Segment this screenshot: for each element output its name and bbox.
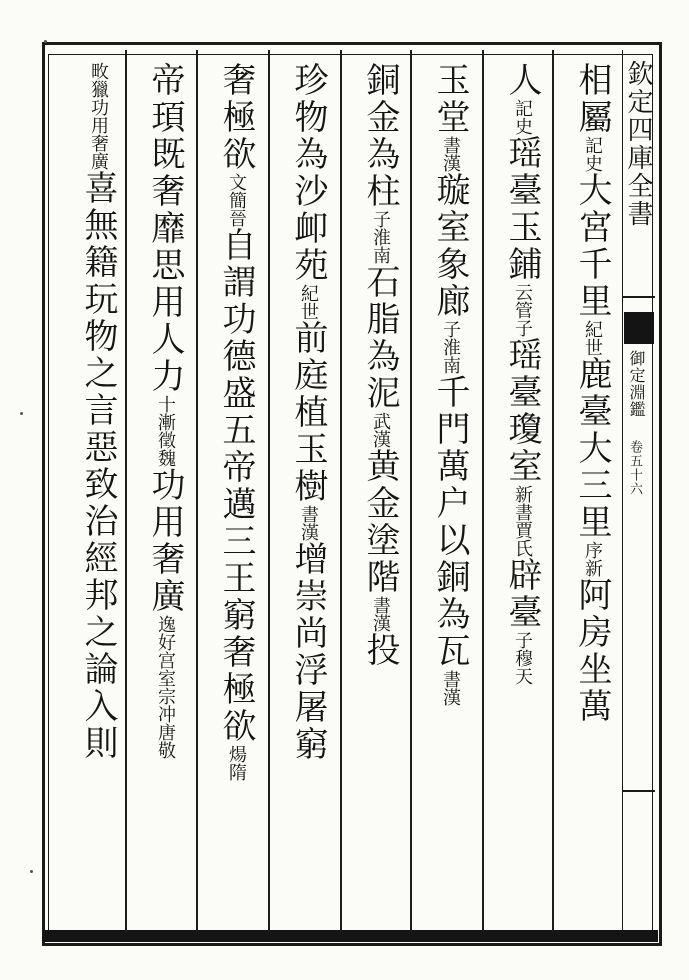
column-divider (340, 50, 342, 932)
column-8-note-0: 畋獵功 (88, 62, 109, 116)
scan-speck (44, 40, 47, 43)
column-divider (125, 50, 127, 932)
column-1-note-5: 序新 (582, 541, 603, 577)
text-column-7 (129, 62, 189, 942)
column-4-note-5: 書漢 (370, 596, 391, 632)
column-divider (482, 50, 484, 932)
text-column-6 (200, 62, 260, 942)
column-4-text-2: 石脂為泥 (360, 264, 400, 412)
column-2-text-2: 瑶臺玉鋪 (502, 135, 542, 283)
column-divider (196, 50, 198, 932)
column-3-note-3: 子淮南 (440, 320, 461, 374)
column-1-note-1: 記史 (582, 136, 603, 172)
column-2-note-7: 子穆天 (512, 631, 533, 685)
column-7-text-3: 功用奢廣 (145, 467, 185, 615)
column-1-text-4: 鹿臺大三里 (572, 356, 612, 541)
column-1-text-0: 相屬 (572, 62, 612, 136)
column-6-note-1: 文簡晉 (226, 173, 247, 227)
text-column-8 (54, 62, 122, 942)
column-6-text-2: 自謂功德盛五帝邁三王窮奢極欲 (216, 227, 256, 745)
column-7-text-0: 帝 (145, 62, 185, 99)
column-3-text-0: 玉堂 (430, 62, 470, 136)
column-1-text-2: 大宮千里 (572, 172, 612, 320)
scan-speck (30, 870, 33, 873)
column-4-note-3: 武漢 (370, 412, 391, 448)
column-8-text-2: 喜無籍玩物之言惡致治經邦之論 (78, 170, 118, 688)
column-4-note-1: 子淮南 (370, 210, 391, 264)
column-3-text-4: 千門萬户以銅為瓦 (430, 374, 470, 670)
margin-separator (623, 296, 655, 298)
fishtail-marker (624, 312, 654, 344)
column-8-text-3: 入則 (78, 688, 118, 762)
column-2-note-3: 云管子 (512, 283, 533, 337)
margin-separator-lower (623, 790, 655, 792)
column-2-text-4: 瑶臺瓊室 (502, 337, 542, 485)
column-4-text-4: 黄金塗階 (360, 448, 400, 596)
column-3-note-5: 書漢 (440, 670, 461, 706)
column-5-note-3: 書漢 (298, 505, 319, 541)
column-divider (552, 50, 554, 932)
column-6-note-3: 煬隋 (226, 745, 247, 781)
scan-speck (20, 412, 23, 415)
margin-subtitle: 御定淵鑑 (627, 350, 646, 418)
text-column-3 (414, 62, 474, 942)
column-5-text-4: 增崇尚浮屠窮 (288, 541, 328, 763)
column-divider (410, 50, 412, 932)
column-7-text-1: 頊既奢靡思用人力 (145, 99, 185, 395)
column-2-text-0: 人 (502, 62, 542, 99)
column-5-note-1: 紀世 (298, 284, 319, 320)
text-column-2 (486, 62, 546, 942)
text-column-1 (556, 62, 616, 942)
column-8-note-1: 用奢廣 (88, 116, 109, 170)
column-2-text-6: 辟臺 (502, 557, 542, 631)
column-4-text-6: 投 (360, 632, 400, 669)
margin-volume: 卷五十六 (627, 440, 642, 496)
column-4-text-0: 銅金為柱 (360, 62, 400, 210)
column-2-note-1: 記史 (512, 99, 533, 135)
text-column-4 (344, 62, 404, 942)
column-2-note-5: 新書賈氏 (512, 485, 533, 557)
margin-book-title: 欽定四庫全書 (623, 60, 653, 228)
column-5-text-2: 前庭植玉樹 (288, 320, 328, 505)
column-1-text-6: 阿房坐萬 (572, 577, 612, 725)
column-6-text-0: 奢極欲 (216, 62, 256, 173)
column-7-note-2: 十漸徵魏 (155, 395, 176, 467)
column-divider (268, 50, 270, 932)
column-5-text-0: 珍物為沙卹苑 (288, 62, 328, 284)
text-column-5 (272, 62, 332, 942)
column-3-note-1: 書漢 (440, 136, 461, 172)
column-1-note-3: 紀世 (582, 320, 603, 356)
column-7-note-4: 逸好宫室宗冲唐敬 (155, 615, 176, 759)
column-3-text-2: 璇室象廊 (430, 172, 470, 320)
